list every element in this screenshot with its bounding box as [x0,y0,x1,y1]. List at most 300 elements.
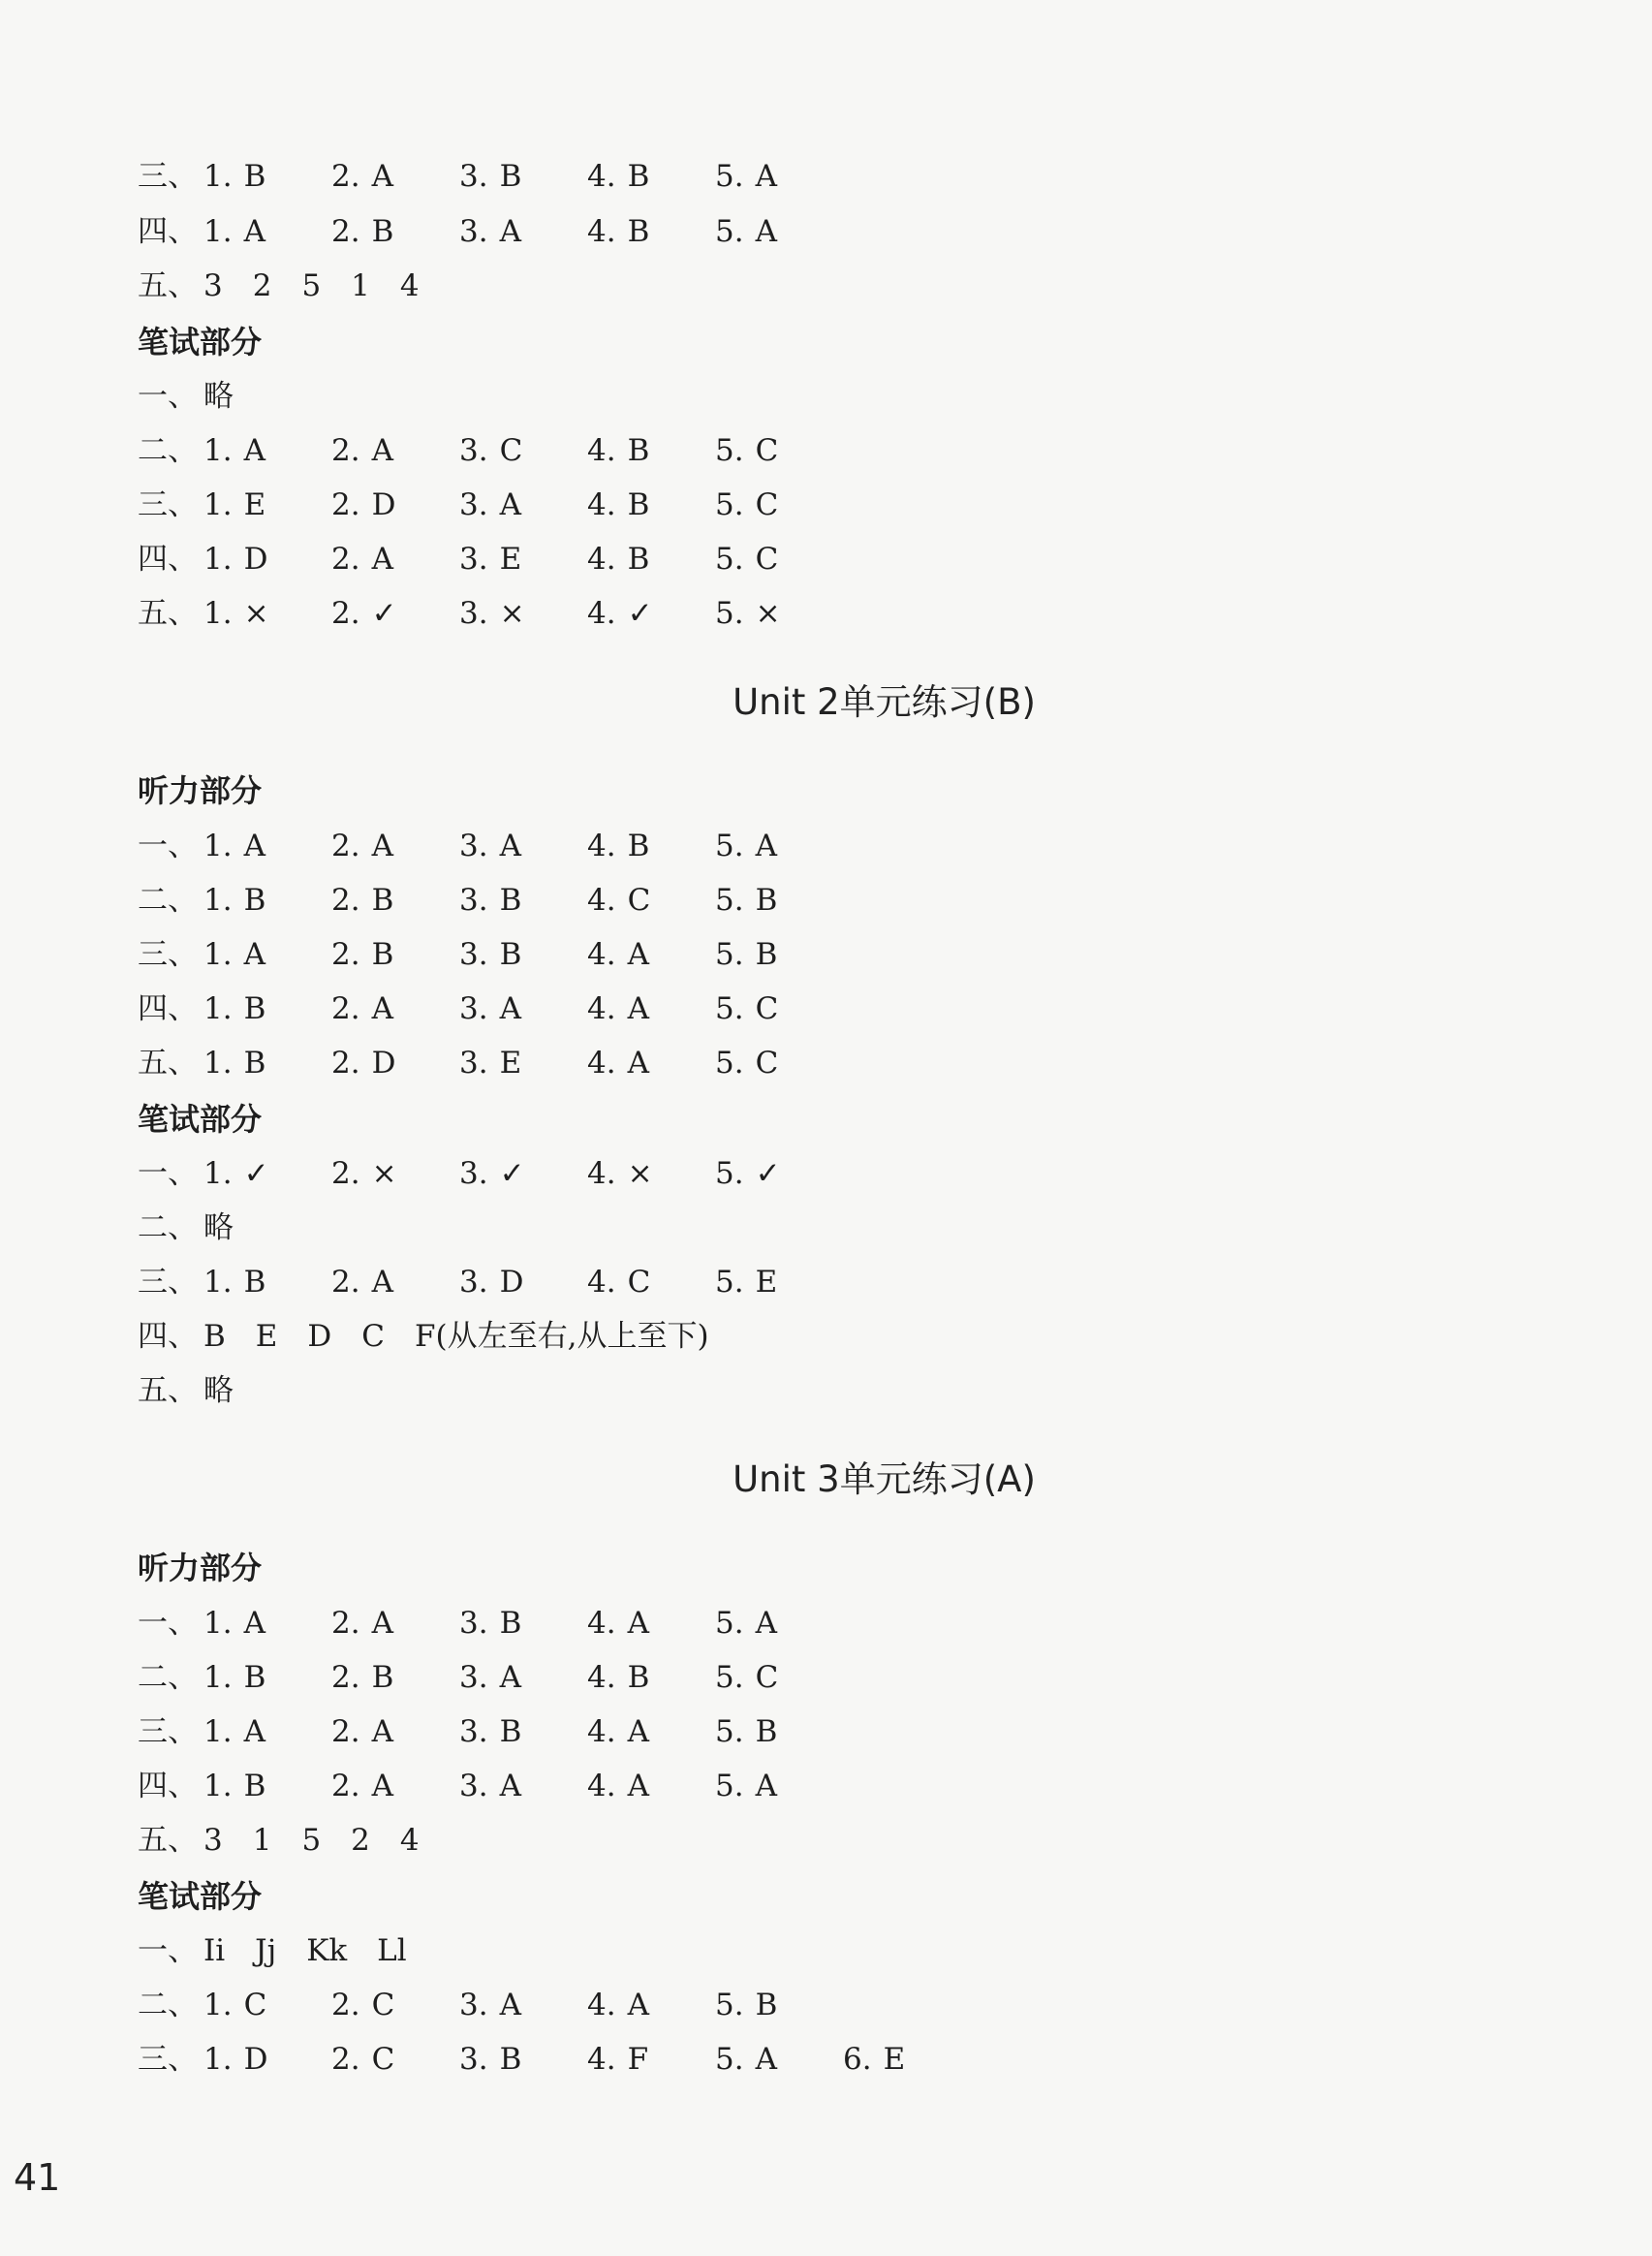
question-number: 3. [459,1769,488,1803]
answer-item [715,1146,781,1201]
answer-item [459,873,521,927]
question-number: 5. [715,1714,744,1749]
answer-item [203,1036,265,1090]
question-number: 5. [715,1156,744,1191]
answer-item [715,149,777,204]
question-number: 2. [331,1046,360,1081]
answer-value: A [371,433,393,468]
answer-value: E [883,2042,906,2077]
answer-row [138,1146,781,1201]
answer-item [459,1255,523,1309]
answer-value: A [499,214,521,249]
answer-item [203,982,265,1036]
answer-item [587,1146,653,1201]
question-number: 4. [587,1769,616,1803]
question-number: 4. [587,883,616,918]
answer-value: ✓ [627,596,653,631]
answer-item [331,1255,393,1309]
question-number: 4. [587,596,616,631]
question-number: 5. [715,1046,744,1081]
answer-value: B [243,1046,266,1081]
answer-item [203,586,269,641]
answer-value: A [627,1046,649,1081]
question-number: 4. [587,1265,616,1300]
question-group-label: 二、 [138,1660,198,1695]
section-heading-listening: 听力部分 [138,772,263,809]
answer-item [331,478,395,532]
answer-row [138,586,781,641]
answer-row [138,1650,779,1705]
question-number: 3. [459,1714,488,1749]
answer-item [331,586,397,641]
answer-value: A [243,937,265,972]
answer-value: B [755,1714,778,1749]
answer-text: Ii Jj Kk Ll [203,1933,407,1968]
answer-item [203,1759,265,1813]
answer-item [587,586,653,641]
answer-item [331,1759,393,1813]
question-number: 3. [459,1660,488,1695]
answer-value: A [755,1606,777,1641]
answer-item [587,1596,649,1650]
question-group-label: 五、 [138,596,198,631]
answer-item [459,2032,521,2086]
question-number: 2. [331,1606,360,1641]
answer-item [715,873,777,927]
answer-item [331,1596,393,1650]
answer-item [203,1978,266,2032]
question-group-label: 一、 [138,379,198,414]
answer-item [587,982,649,1036]
question-number: 4. [587,1606,616,1641]
answer-value: A [755,159,777,194]
answer-value: A [755,1769,777,1803]
answer-value: ✓ [243,1156,269,1191]
answer-item [459,204,521,259]
answer-item [715,478,778,532]
answer-value: C [499,433,523,468]
answer-item [331,1146,397,1201]
answer-item [587,1650,649,1705]
answer-item [459,1146,525,1201]
answer-item [587,1036,649,1090]
question-group-label: 五、 [138,268,198,303]
question-number: 3. [459,1156,488,1191]
question-number: 2. [331,1714,360,1749]
question-number: 6. [843,2042,872,2077]
question-number: 3. [459,991,488,1026]
question-number: 1. [203,1988,233,2022]
answer-value: A [627,1606,649,1641]
question-number: 1. [203,1769,233,1803]
answer-item [843,2032,905,2086]
answer-item [203,1705,265,1759]
answer-value: A [371,1714,393,1749]
answer-value: C [755,1660,779,1695]
question-group-label: 二、 [138,1210,198,1245]
answer-value: B [371,883,394,918]
question-number: 4. [587,542,616,577]
answer-value: A [371,1606,393,1641]
answer-value: B [627,159,650,194]
answer-value: × [755,596,781,631]
answer-item [459,1978,521,2032]
answer-row [138,1201,234,1255]
answer-item [459,1650,521,1705]
answer-value: A [755,2042,777,2077]
answer-row [138,1978,778,2032]
answer-value: C [371,2042,395,2077]
answer-item [715,423,778,478]
answer-item [331,532,393,586]
question-number: 4. [587,2042,616,2077]
answer-item [715,532,778,586]
answer-value: E [243,487,266,522]
question-number: 5. [715,1606,744,1641]
answer-value: A [371,542,393,577]
answer-value: B [627,829,650,863]
answer-item [715,586,781,641]
answer-item [331,873,393,927]
question-number: 3. [459,1046,488,1081]
answer-value: A [499,991,521,1026]
answer-item [459,149,521,204]
question-number: 5. [715,1265,744,1300]
answer-value: C [627,883,651,918]
question-number: 1. [203,214,233,249]
answer-item [203,2032,267,2086]
question-number: 1. [203,991,233,1026]
answer-item [715,204,777,259]
question-number: 2. [331,2042,360,2077]
answer-value: A [371,829,393,863]
question-group-label: 四、 [138,214,198,249]
question-number: 1. [203,2042,233,2077]
answer-value: × [499,596,525,631]
answer-value: A [243,214,265,249]
answer-value: C [371,1988,395,2022]
answer-item [203,204,265,259]
answer-value: D [371,1046,396,1081]
answer-value: A [627,1988,649,2022]
question-number: 4. [587,159,616,194]
question-number: 5. [715,542,744,577]
question-number: 1. [203,487,233,522]
answer-row [138,149,777,204]
answer-value: B [499,159,522,194]
answer-value: D [499,1265,524,1300]
answer-value: B [243,1660,266,1695]
answer-value: × [371,1156,397,1191]
question-number: 4. [587,1714,616,1749]
answer-value: A [243,433,265,468]
answer-item [459,819,521,873]
question-number: 1. [203,542,233,577]
question-number: 5. [715,596,744,631]
question-number: 4. [587,1046,616,1081]
question-number: 1. [203,1046,233,1081]
answer-value: A [371,991,393,1026]
answer-item [587,819,649,873]
question-group-label: 四、 [138,991,198,1026]
answer-item [715,982,778,1036]
question-number: 5. [715,1660,744,1695]
answer-text: 略 [203,1210,234,1245]
question-number: 5. [715,1988,744,2022]
question-number: 5. [715,991,744,1026]
answer-item [459,1036,521,1090]
unit-title: Unit 3单元练习(A) [732,1458,1036,1500]
answer-value: A [627,937,649,972]
question-number: 1. [203,159,233,194]
answer-item [331,982,393,1036]
question-number: 4. [587,1988,616,2022]
question-number: 3. [459,1606,488,1641]
question-number: 5. [715,1769,744,1803]
question-number: 2. [331,1660,360,1695]
answer-value: ✓ [371,596,397,631]
question-number: 4. [587,433,616,468]
answer-value: ✓ [499,1156,525,1191]
answer-row [138,2032,906,2086]
answer-item [203,873,265,927]
answer-value: C [755,487,779,522]
section-heading-listening: 听力部分 [138,1550,263,1586]
answer-item [715,1650,778,1705]
question-number: 5. [715,829,744,863]
answer-value: A [499,1988,521,2022]
answer-item [715,927,777,982]
answer-item [331,1650,393,1705]
answer-value: A [243,1606,265,1641]
answer-value: B [243,883,266,918]
answer-item [587,873,650,927]
answer-value: B [499,937,522,972]
answer-value: A [499,1769,521,1803]
answer-value: B [371,937,394,972]
page-number: 41 [14,2156,61,2199]
answer-value: B [755,1988,778,2022]
section-heading-written: 笔试部分 [138,1878,263,1915]
answer-item [203,1146,269,1201]
answer-item [459,1596,521,1650]
question-number: 2. [331,991,360,1026]
question-number: 3. [459,883,488,918]
answer-value: E [499,1046,522,1081]
answer-value: B [499,1714,522,1749]
answer-value: B [499,2042,522,2077]
question-group-label: 五、 [138,1823,198,1858]
answer-item [587,478,649,532]
answer-row [138,1759,777,1813]
answer-item [459,982,521,1036]
answer-item [587,149,649,204]
question-number: 4. [587,991,616,1026]
answer-item [715,2032,777,2086]
answer-value: × [627,1156,653,1191]
question-number: 5. [715,883,744,918]
answer-text: 3 2 5 1 4 [203,268,420,303]
answer-item [459,532,521,586]
answer-item [203,423,265,478]
question-group-label: 四、 [138,1769,198,1803]
answer-value: A [371,1265,393,1300]
answer-value: B [243,1265,266,1300]
answer-row [138,1705,778,1759]
answer-value: B [243,1769,266,1803]
answer-item [587,927,649,982]
answer-item [331,2032,394,2086]
answer-item [331,1978,394,2032]
question-number: 2. [331,159,360,194]
answer-value: C [755,433,779,468]
answer-text: 略 [203,1373,234,1408]
question-number: 3. [459,596,488,631]
answer-value: C [755,991,779,1026]
question-group-label: 三、 [138,1714,198,1749]
answer-item [587,1255,650,1309]
answer-row [138,478,779,532]
answer-value: C [627,1265,651,1300]
question-number: 3. [459,433,488,468]
answer-row [138,1309,709,1363]
question-group-label: 三、 [138,1265,198,1300]
question-number: 1. [203,1265,233,1300]
answer-row [138,1036,779,1090]
question-group-label: 四、 [138,1319,198,1354]
question-number: 2. [331,596,360,631]
answer-value: ✓ [755,1156,781,1191]
question-group-label: 三、 [138,2042,198,2077]
answer-item [203,819,265,873]
answer-item [331,1036,395,1090]
answer-value: C [755,542,779,577]
answer-item [459,1759,521,1813]
answer-item [331,927,393,982]
answer-value: E [499,542,522,577]
answer-row [138,423,779,478]
answer-value: B [243,159,266,194]
answer-item [587,2032,648,2086]
answer-item [331,149,393,204]
question-group-label: 三、 [138,487,198,522]
answer-value: B [627,214,650,249]
answer-value: B [499,1606,522,1641]
answer-item [459,927,521,982]
question-group-label: 一、 [138,1606,198,1641]
question-number: 5. [715,159,744,194]
question-number: 1. [203,1714,233,1749]
answer-item [203,149,265,204]
question-number: 5. [715,214,744,249]
answer-item [715,1596,777,1650]
answer-value: B [627,433,650,468]
answer-value: C [243,1988,267,2022]
question-number: 2. [331,829,360,863]
answer-item [587,204,649,259]
answer-item [715,1705,777,1759]
question-group-label: 二、 [138,1988,198,2022]
question-number: 2. [331,883,360,918]
section-heading-written: 笔试部分 [138,324,263,360]
section-heading-written: 笔试部分 [138,1101,263,1138]
question-number: 1. [203,433,233,468]
answer-value: B [627,1660,650,1695]
answer-row [138,1596,777,1650]
answer-row [138,532,779,586]
question-number: 2. [331,214,360,249]
question-number: 2. [331,1265,360,1300]
answer-item [587,1759,649,1813]
answer-item [587,423,649,478]
question-group-label: 二、 [138,883,198,918]
answer-value: B [371,1660,394,1695]
answer-row [138,369,234,423]
question-number: 3. [459,542,488,577]
question-number: 2. [331,1988,360,2022]
question-number: 2. [331,487,360,522]
question-group-label: 四、 [138,542,198,577]
answer-value: D [243,542,268,577]
answer-item [715,1978,777,2032]
answer-item [587,532,649,586]
answer-text: 3 1 5 2 4 [203,1823,420,1858]
answer-row [138,259,420,313]
answer-value: A [499,487,521,522]
answer-row [138,982,779,1036]
answer-value: A [627,991,649,1026]
question-number: 3. [459,829,488,863]
question-group-label: 五、 [138,1373,198,1408]
question-group-label: 三、 [138,937,198,972]
answer-item [203,1650,265,1705]
answer-item [331,204,393,259]
answer-value: A [243,1714,265,1749]
question-number: 2. [331,937,360,972]
answer-value: B [243,991,266,1026]
answer-value: B [627,487,650,522]
question-number: 1. [203,829,233,863]
answer-item [715,819,777,873]
question-group-label: 一、 [138,1156,198,1191]
answer-item [587,1978,649,2032]
answer-row [138,873,778,927]
answer-value: E [755,1265,778,1300]
question-number: 3. [459,1988,488,2022]
answer-value: A [371,1769,393,1803]
question-number: 2. [331,1769,360,1803]
answer-value: D [371,487,396,522]
question-group-label: 一、 [138,1933,198,1968]
answer-value: A [371,159,393,194]
question-number: 3. [459,214,488,249]
question-number: 3. [459,1265,488,1300]
question-number: 5. [715,937,744,972]
answer-item [459,586,525,641]
question-number: 4. [587,1156,616,1191]
question-number: 1. [203,937,233,972]
answer-row [138,1363,234,1418]
answer-item [203,1596,265,1650]
answer-value: B [755,883,778,918]
question-number: 1. [203,596,233,631]
answer-row [138,1813,420,1867]
question-number: 1. [203,883,233,918]
answer-text: B E D C F(从左至右,从上至下) [203,1319,709,1354]
question-number: 5. [715,487,744,522]
question-number: 4. [587,214,616,249]
question-number: 1. [203,1606,233,1641]
